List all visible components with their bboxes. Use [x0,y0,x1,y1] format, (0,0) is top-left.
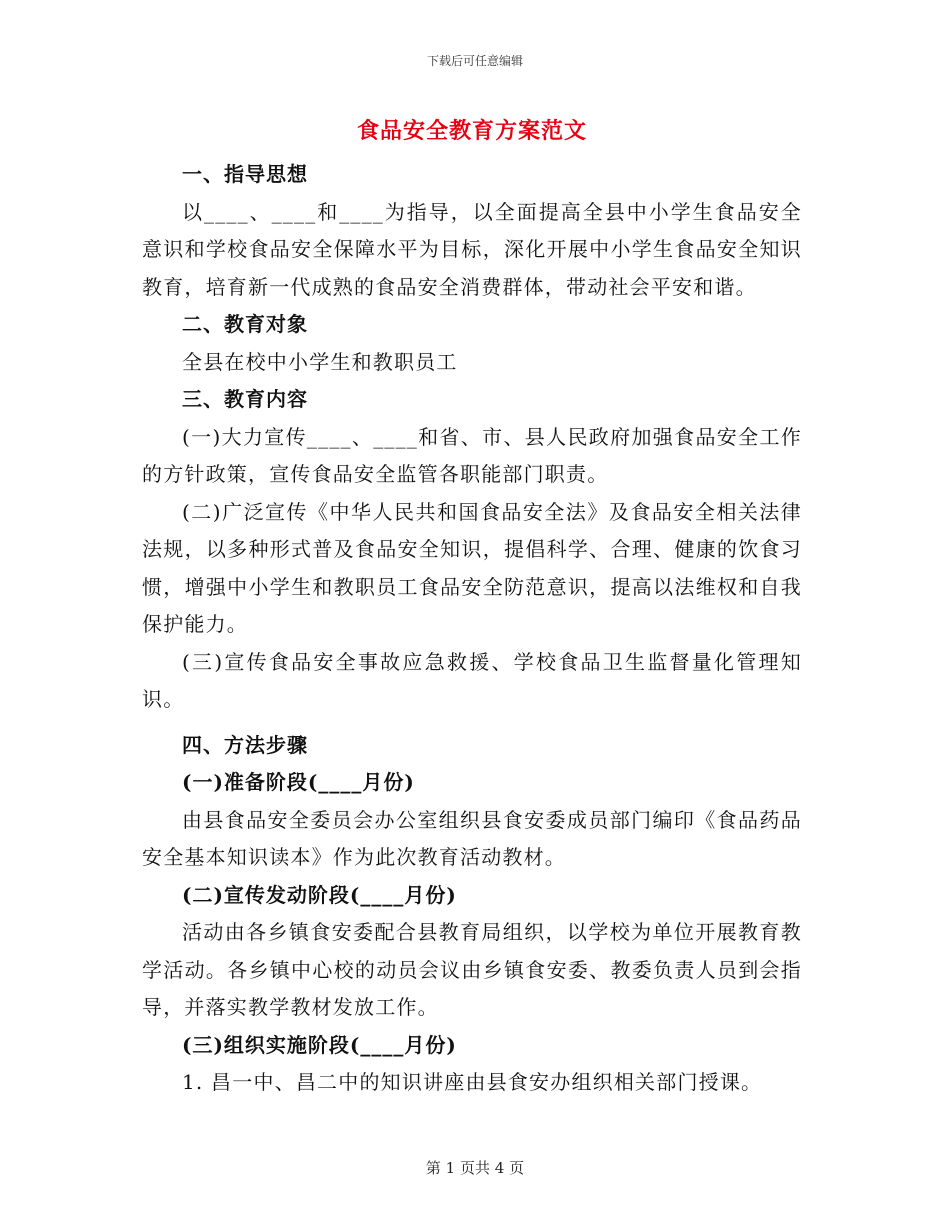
page-header: 下载后可任意编辑 [426,54,523,68]
content-item-2: (二)广泛宣传《中华人民共和国食品安全法》及食品安全相关法律法规，以多种形式普及食品安全知识，提倡科学、合理、健康的饮食习惯，增强中小学生和教职员工食品安全防范意识，提高以法维权和自我保护能力。 [142,499,802,636]
step-item-implementation-1: 1. 昌一中、昌二中的知识讲座由县食安办组织相关部门授课。 [182,1070,763,1094]
section-heading-method-steps: 四、方法步骤 [182,732,308,757]
section-heading-education-content: 三、教育内容 [182,387,308,411]
document-body [142,114,802,1102]
document-title: 食品安全教育方案范文 [356,118,587,144]
step-heading-implementation: (三)组织实施阶段(____月份) [182,1032,457,1057]
step-heading-mobilization: (二)宣传发动阶段(____月份) [182,882,457,907]
section-heading-guiding-thought: 一、指导思想 [182,162,308,186]
content-item-3: (三)宣传食品安全事故应急救援、学校食品卫生监督量化管理知识。 [142,649,802,711]
section-body-guiding-thought: 以____、____和____为指导，以全面提高全县中小学生食品安全意识和学校食品安全保障水平为目标，深化开展中小学生食品安全知识教育，培育新一代成熟的食品安全消费群体，带动社会平安和谐。 [142,199,802,299]
step-body-mobilization: 活动由各乡镇食安委配合县教育局组织，以学校为单位开展教育教学活动。各乡镇中心校的动员会议由乡镇食安委、教委负责人员到会指导，并落实教学教材发放工作。 [142,920,802,1019]
content-item-1: (一)大力宣传____、____和省、市、县人民政府加强食品安全工作的方针政策，宣传食品安全监管各职能部门职责。 [142,424,802,486]
page-footer: 第 1 页共 4 页 [425,1159,525,1177]
section-heading-education-target: 二、教育对象 [182,312,308,336]
step-body-preparation: 由县食品安全委员会办公室组织县食安委成员部门编印《食品药品安全基本知识读本》作为此次教育活动教材。 [142,807,802,869]
step-heading-preparation: (一)准备阶段(____月份) [182,770,415,794]
section-body-education-target: 全县在校中小学生和教职员工 [182,349,458,374]
